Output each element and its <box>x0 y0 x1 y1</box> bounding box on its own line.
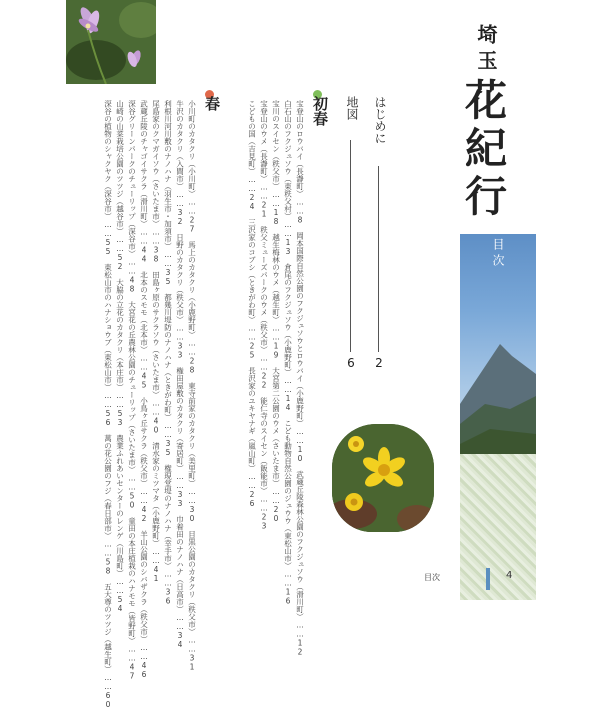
toc-column[interactable]: 宝川のスイセン（秩父市）……18 越生梅林のウメ（越生町）……19 大宮第二公園のウメ（さいたま市）……20 <box>271 100 281 523</box>
footer-bar <box>486 568 490 590</box>
toc-column[interactable]: 牛沢のカタクリ（入間市）……32 日野のカタクリ（秩父市）……33 権田屋敷のカタクリ（寄居町）……33 巾着田のナノハナ（日高市）……34 <box>175 100 185 649</box>
adonis-flower-photo <box>332 424 434 532</box>
toc-column[interactable]: 深谷の植物のシャクヤク（深谷市）……55 東松山市のハナショウブ（東松山市）……56 萬の花公園のフジ（春日部市）……58 五大尊のツツジ（越生町）……60 <box>103 100 113 709</box>
intro-page: 2 <box>372 356 386 370</box>
intro-leader-line <box>350 140 351 352</box>
intro-item-map[interactable] <box>344 96 361 120</box>
section-title-haru: 春 <box>203 96 221 111</box>
sub-title: 埼玉 <box>474 24 498 76</box>
intro-page: 6 <box>344 356 358 370</box>
footer-label: 目次 <box>424 573 440 582</box>
intro-label: 地図 <box>345 96 359 120</box>
toc-column[interactable]: 山崎の山菜栽培公園のツツジ（越谷市）……52 大脇の立花のカタクリ（本庄市）……53 農業ふれあいセンターのレンゲ（川島町）……54 <box>115 100 125 613</box>
intro-leader-line <box>378 166 379 352</box>
toc-column[interactable]: 深谷グリーンパークのチューリップ（深谷市）……48 大宮花の丘農林公園のチューリップ（さいたま市）……50 童田の本庄植栽のハナモモ（皆野町）……47 <box>127 100 137 681</box>
toc-column[interactable]: 武蔵丘陵のチャゴイサクラ（滑川町）……44 北本のスモモ（北本市）……45 小鳥ヶ丘サクラ（秩父市）……42 羊山公園のシバザクラ（秩父市）……46 <box>139 100 149 679</box>
mokuji-label: 目次 <box>491 238 505 270</box>
flower-field <box>460 454 536 600</box>
mountain-graphic <box>460 334 536 464</box>
toc-column[interactable]: 利根川河川敷のナノハナ（羽生市・加須市）……35 都幾川堤防のナノハナ（ときがわ町）……35 権現堂堤のナノハナ（幸手市）……36 <box>163 100 173 606</box>
toc-column[interactable]: 宝登山のロウバイ（長瀞町）……8 岡本国際自然公園のフクジュソウとロウバイ（小鹿野町）……10 武蔵丘陵森林公園のフクジュソウ（滑川町）……12 <box>295 100 305 657</box>
toc-column[interactable]: こどもの国（吉見町）……24 三沢家のコブシ（ときがわ町）……25 長沢家のユキヤナギ（嵐山町）……26 <box>247 100 257 508</box>
toc-column[interactable]: 尾島家のクマガイソウ（さいたま市）……38 田島ヶ原のサクラソウ（さいたま市）……40 清水家のミツマタ（小鹿野町）……41 <box>151 100 161 583</box>
main-title: 花紀行 <box>459 78 508 222</box>
toc-column[interactable]: 宝登山のウメ（長瀞町）……21 秩父ミューズパークのウメ（秩父市）……22 能仁寺のスイセン（飯能市）……23 <box>259 100 269 531</box>
intro-label: はじめに <box>373 96 387 144</box>
toc-column[interactable]: 小川町のカタクリ（小川町）……27 馬上のカタクリ（小鹿野町）……28 東寺前家のカタクリ（美里町）……30 目黒公園のカタクリ（秩父市）……31 <box>187 100 197 672</box>
header-flower-photo <box>66 0 156 84</box>
toc-column[interactable]: 白石山のフクジュソウ（東秩父村）……13 倉尾のフクジュソウ（小鹿野町）……14 こども動物自然公園のジュウウ（東松山市）……16 <box>283 100 293 606</box>
page-number: 4 <box>506 570 513 581</box>
mokuji-photo <box>460 234 536 600</box>
section-title-shoshun: 初春 <box>311 96 329 126</box>
intro-item-hajimeni[interactable] <box>372 96 389 144</box>
